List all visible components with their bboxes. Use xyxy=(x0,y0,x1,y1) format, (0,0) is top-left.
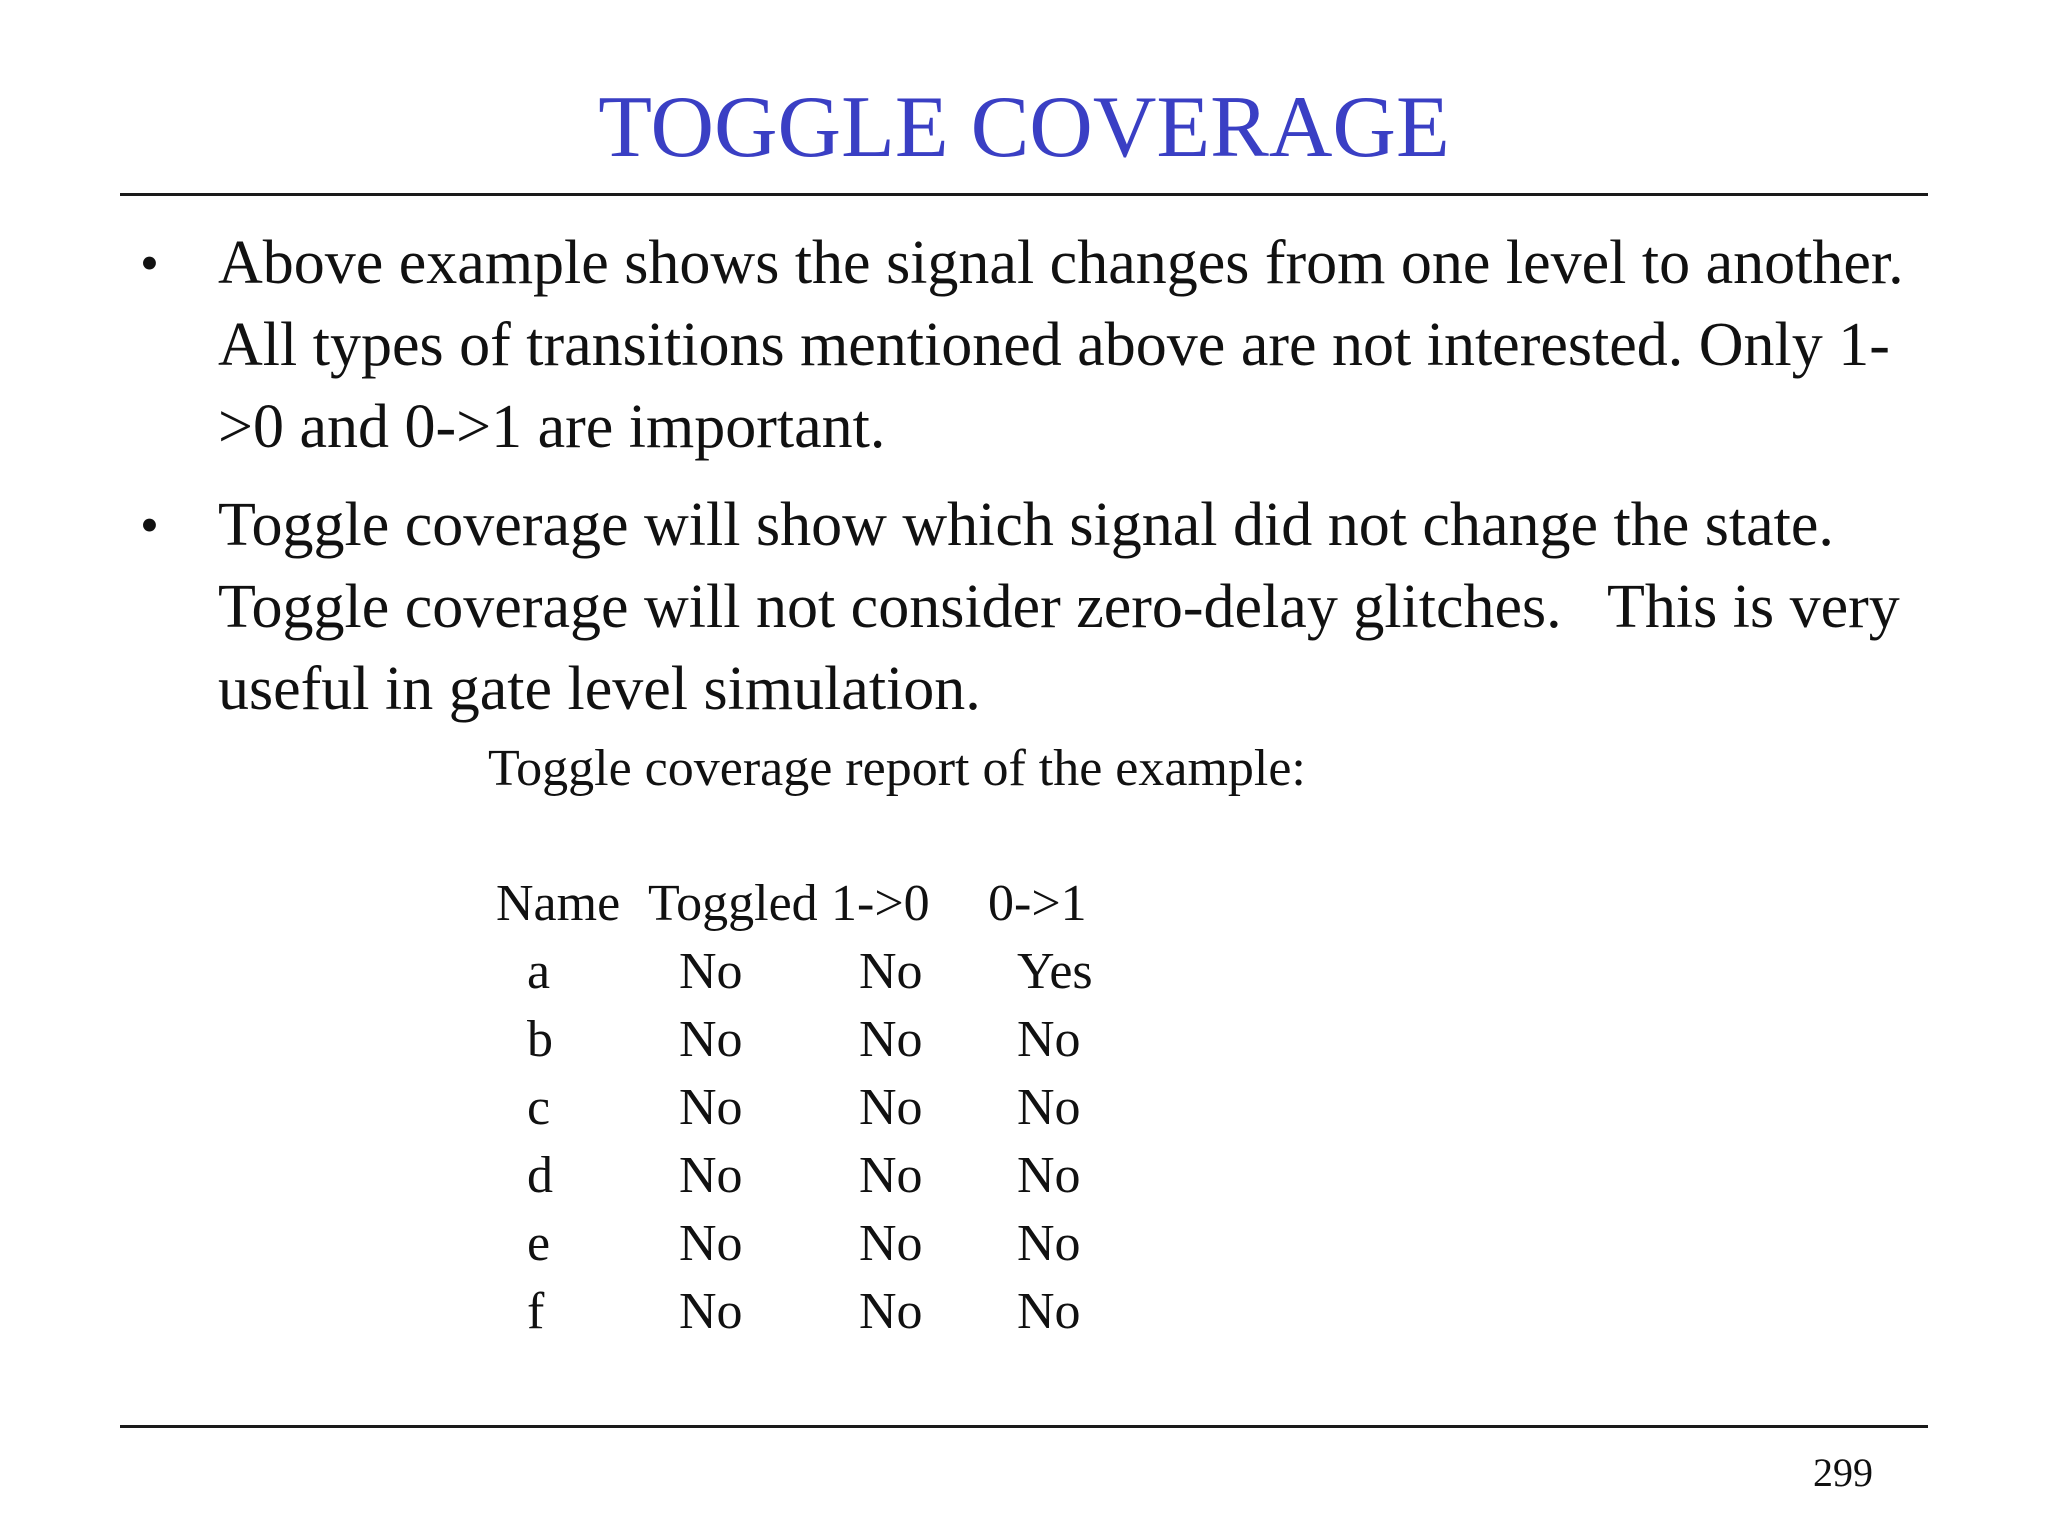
bullet-icon: • xyxy=(140,233,159,293)
one-to-zero-value: No xyxy=(859,1215,923,1272)
one-to-zero-value: No xyxy=(859,1079,923,1136)
toggled-value: No xyxy=(679,1147,743,1204)
toggled-value: No xyxy=(679,943,743,1000)
header-1-to-0: 1->0 xyxy=(831,875,930,932)
zero-to-one-value: No xyxy=(1017,1283,1081,1340)
toggle-report-table xyxy=(496,870,1137,1346)
toggled-value: No xyxy=(679,1079,743,1136)
signal-name: b xyxy=(527,1011,553,1068)
zero-to-one-value: No xyxy=(1017,1079,1081,1136)
bullet-list xyxy=(140,222,1916,730)
toggled-value: No xyxy=(679,1215,743,1272)
header-0-to-1: 0->1 xyxy=(988,875,1087,932)
table-row xyxy=(496,1074,1137,1142)
toggled-value: No xyxy=(679,1011,743,1068)
table-row xyxy=(496,1142,1137,1210)
one-to-zero-value: No xyxy=(859,1283,923,1340)
table-row xyxy=(496,1006,1137,1074)
signal-name: a xyxy=(527,943,551,1000)
report-caption: Toggle coverage report of the example: xyxy=(488,740,1306,797)
table-row xyxy=(496,938,1137,1006)
bullet-item xyxy=(140,484,1916,730)
bullet-item xyxy=(140,222,1916,468)
footer-divider xyxy=(120,1425,1928,1428)
page-number: 299 xyxy=(1813,1450,1873,1495)
one-to-zero-value: No xyxy=(859,1147,923,1204)
header-toggled: Toggled xyxy=(648,875,818,932)
bullet-text: Toggle coverage will show which signal did not change the state. Toggle coverage will not consider zero-delay glitches. This is very useful in gate level simulation. xyxy=(218,491,1916,723)
zero-to-one-value: Yes xyxy=(1017,943,1093,1000)
zero-to-one-value: No xyxy=(1017,1011,1081,1068)
header-name: Name xyxy=(496,875,621,932)
signal-name: f xyxy=(527,1283,545,1340)
table-row xyxy=(496,1210,1137,1278)
signal-name: d xyxy=(527,1147,553,1204)
zero-to-one-value: No xyxy=(1017,1147,1081,1204)
bullet-icon: • xyxy=(140,495,159,555)
table-header-row xyxy=(496,870,1137,938)
zero-to-one-value: No xyxy=(1017,1215,1081,1272)
signal-name: c xyxy=(527,1079,551,1136)
one-to-zero-value: No xyxy=(859,943,923,1000)
bullet-text: Above example shows the signal changes from one level to another. All types of transitions mentioned above are not interested. Only 1->0 and 0->1 are important. xyxy=(218,229,1916,461)
table-row xyxy=(496,1278,1137,1346)
signal-name: e xyxy=(527,1215,551,1272)
slide-title: TOGGLE COVERAGE xyxy=(598,79,1450,176)
toggled-value: No xyxy=(679,1283,743,1340)
one-to-zero-value: No xyxy=(859,1011,923,1068)
title-divider xyxy=(120,193,1928,196)
